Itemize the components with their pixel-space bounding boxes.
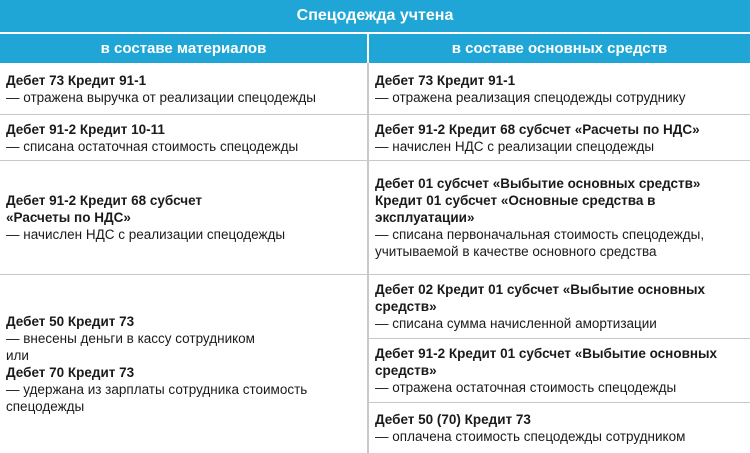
description-text: — удержана из зарплаты сотрудника стоимость спецодежды: [6, 382, 308, 414]
description-text: — начислен НДС с реализации спецодежды: [375, 138, 655, 154]
description-text: — внесены деньги в кассу сотрудником: [6, 331, 255, 346]
header-materials: в составе материалов: [0, 34, 367, 63]
right-row-2: [369, 115, 750, 161]
description-text: — начислен НДС с реализации спецодежды: [6, 227, 286, 242]
right-row-3: [369, 161, 750, 275]
entry-text: Дебет 70 Кредит 73: [6, 365, 135, 380]
right-row-4: [369, 275, 750, 339]
entry-text: Дебет 91-2 Кредит 68 субсчет «Расчеты по НДС»: [375, 121, 700, 137]
table-title: Спецодежда учтена: [0, 0, 750, 32]
description-text: — отражена реализация спецодежды сотруднику: [375, 89, 686, 105]
entry-text: Дебет 50 (70) Кредит 73: [375, 412, 531, 427]
left-row-3: [0, 161, 367, 275]
left-row-1: [0, 63, 367, 115]
right-row-6: [369, 403, 750, 453]
header-fixed-assets: в составе основных средств: [369, 34, 750, 63]
entry-text: Дебет 73 Кредит 91-1: [375, 72, 516, 88]
right-row-5: [369, 339, 750, 403]
description-text: — оплачена стоимость спецодежды сотрудником: [375, 429, 686, 444]
description-text: — отражена остаточная стоимость спецодежды: [375, 380, 677, 395]
description-text: — отражена выручка от реализации спецодежды: [6, 89, 316, 105]
description-text: — списана остаточная стоимость спецодежды: [6, 138, 299, 154]
entry-text: Дебет 91-2 Кредит 10-11: [6, 121, 165, 137]
description-text: — списана первоначальная стоимость спецодежды, учитываемой в качестве основного средства: [375, 227, 705, 259]
entry-text: Дебет 50 Кредит 73: [6, 314, 135, 329]
entry-text: Дебет 91-2 Кредит 68 субсчет «Расчеты по НДС»: [6, 193, 203, 225]
entry-text: Дебет 91-2 Кредит 01 субсчет «Выбытие основных средств»: [375, 346, 718, 378]
right-row-1: [369, 63, 750, 115]
entry-text: Дебет 02 Кредит 01 субсчет «Выбытие основных средств»: [375, 282, 706, 314]
description-text: — списана сумма начисленной амортизации: [375, 316, 657, 331]
or-text: или: [6, 348, 29, 363]
left-row-4: [0, 275, 367, 453]
entry-text: Дебет 01 субсчет «Выбытие основных средств» Кредит 01 субсчет «Основные средства в эксплуатации»: [375, 176, 701, 225]
left-row-2: [0, 115, 367, 161]
entry-text: Дебет 73 Кредит 91-1: [6, 72, 147, 88]
